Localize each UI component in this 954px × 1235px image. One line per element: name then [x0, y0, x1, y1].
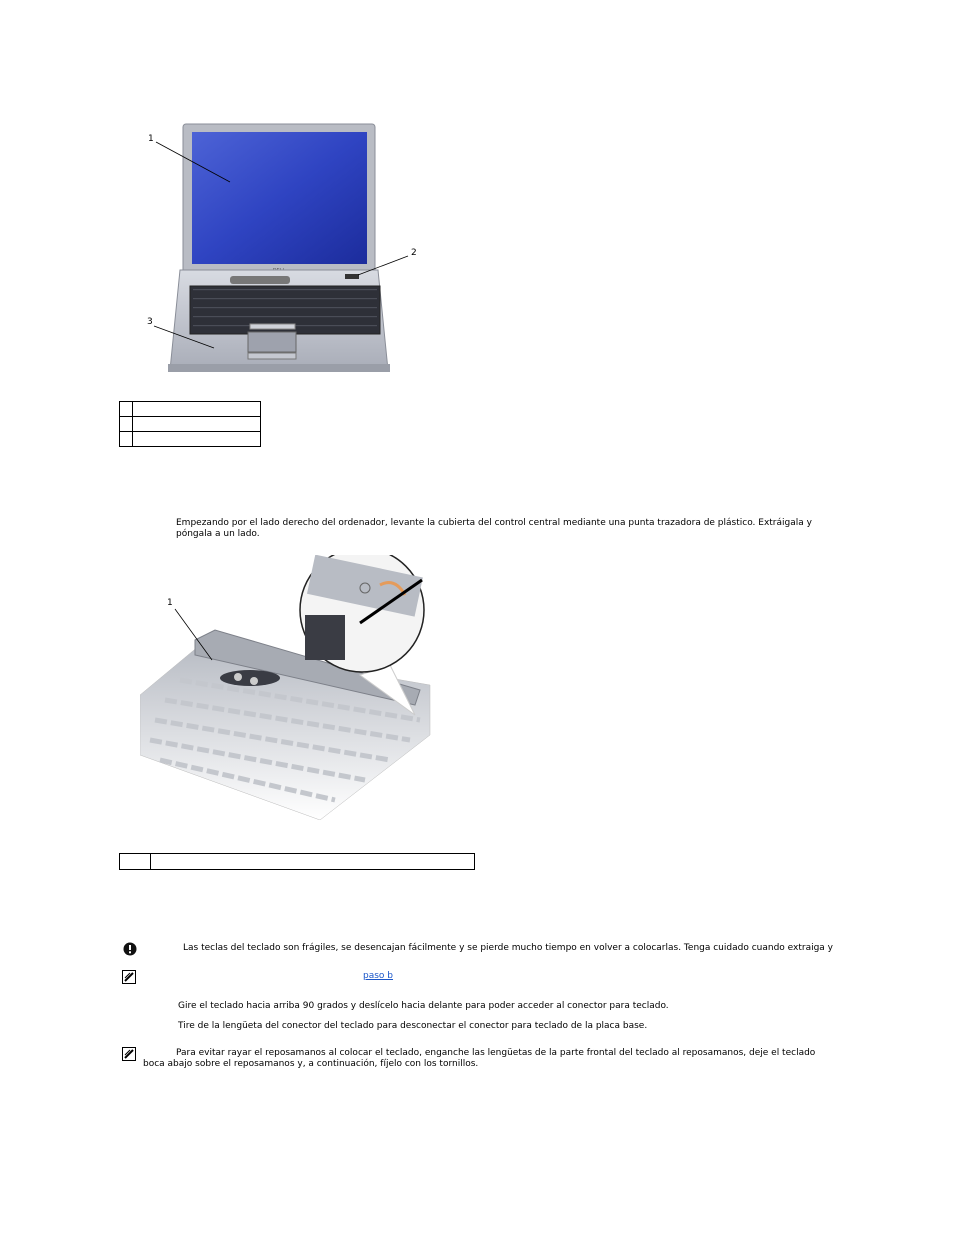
step-disconnect-connector: Tire de la lengüeta del conector del teclado para desconectar el conector para teclado de la placa base. — [178, 1021, 648, 1031]
control-cover-illustration — [140, 555, 450, 820]
table-row — [120, 432, 261, 447]
step-text: Empezando por el lado derecho del ordenador, levante la cubierta del control central mediante una punta trazadora de plástico. Extráigala y póngala a un lado. — [176, 518, 812, 539]
callout-3: 3 — [147, 317, 153, 327]
laptop-illustration — [140, 120, 430, 380]
note-pencil-icon — [122, 970, 136, 984]
note2-line1: Para evitar rayar el reposamanos al colocar el teclado, enganche las lengüetas de la parte frontal del teclado al reposamanos, deje el teclado — [176, 1048, 816, 1058]
step-b-link[interactable]: paso b — [363, 971, 393, 981]
display-screen — [192, 132, 367, 264]
callout-2: 2 — [411, 248, 417, 258]
note-pencil-icon — [122, 1047, 136, 1061]
table-row — [120, 402, 261, 417]
note2-line2: boca abajo sobre el reposamanos y, a continuación, fíjelo con los tornillos. — [143, 1059, 479, 1069]
table-row — [120, 417, 261, 432]
table-row — [120, 854, 475, 870]
touchpad — [248, 332, 296, 352]
control-cover-figure — [140, 555, 450, 820]
notice-text: Las teclas del teclado son frágiles, se desencajan fácilmente y se pierde mucho tiempo en volver a colocarlas. Tenga cuidado cuando extraiga y — [183, 943, 834, 953]
callout-1: 1 — [148, 134, 154, 144]
step-rotate-keyboard: Gire el teclado hacia arriba 90 grados y deslícelo hacia delante para poder acceder al conector para teclado. — [178, 1001, 669, 1011]
legend-table-2 — [119, 853, 475, 870]
callout-1: 1 — [167, 598, 173, 608]
legend-table-1 — [119, 401, 261, 447]
notice-icon — [123, 942, 137, 956]
laptop-figure — [140, 120, 430, 380]
